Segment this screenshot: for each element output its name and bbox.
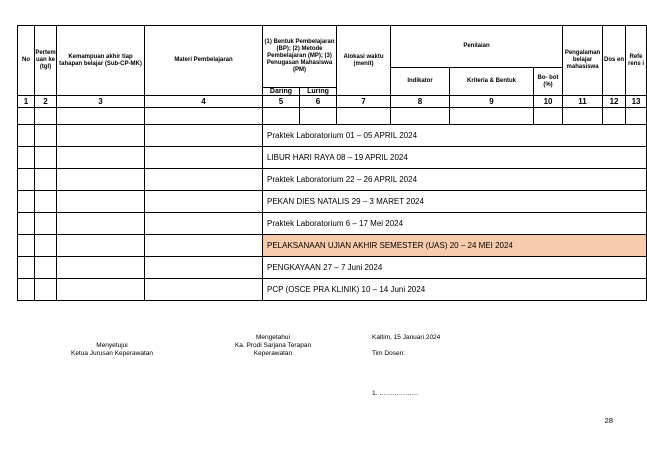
signature-lecturers <box>372 334 440 398</box>
column-number: 3 <box>57 96 145 108</box>
column-number: 7 <box>337 96 391 108</box>
header-kemampuan: Kemampuan akhir tiap tahapan belajar (Sub-CP-MK) <box>57 26 145 96</box>
header-luring: Luring <box>300 88 337 96</box>
week-row <box>18 169 647 191</box>
column-number: 12 <box>603 96 626 108</box>
acknowledge-dept: Keperawatan <box>253 350 293 357</box>
week-row <box>18 191 647 213</box>
tim-dosen-label: Tim Dosen: <box>372 350 405 357</box>
header-referensi: Refe rens i <box>626 26 647 96</box>
column-number: 9 <box>450 96 534 108</box>
week-label: Praktek Laboratorium 01 – 05 APRIL 2024 <box>263 125 647 147</box>
header-pengalaman: Pengalaman belajar mahasiswa <box>563 26 603 96</box>
acknowledge-label: Mengetahui <box>256 334 290 341</box>
week-row <box>18 257 647 279</box>
column-number: 8 <box>391 96 450 108</box>
week-label: Praktek Laboratorium 22 – 26 APRIL 2024 <box>263 169 647 191</box>
rps-table <box>17 25 647 301</box>
column-number: 6 <box>300 96 337 108</box>
approval-label: Menyetujui <box>96 342 128 349</box>
header-alokasi: Alokasi waktu (menit) <box>337 26 391 96</box>
header-daring: Daring <box>263 88 300 96</box>
week-label: Praktek Laboratorium 6 – 17 Mei 2024 <box>263 213 647 235</box>
week-row <box>18 125 647 147</box>
column-number: 2 <box>35 96 57 108</box>
place-date: Kaltim, 15 Januari 2024 <box>372 334 441 341</box>
header-indikator: Indikator <box>391 68 450 96</box>
header-bentuk-metode: (1) Bentuk Pembelajaran (BP); (2) Metode Pembelajaran (MP); (3) Penugasan Mahasiswa (PM) <box>263 26 337 88</box>
column-number: 10 <box>534 96 563 108</box>
week-label: PCP (OSCE PRA KLINIK) 10 – 14 Juni 2024 <box>263 279 647 301</box>
signature-approval <box>62 342 162 358</box>
week-label: LIBUR HARI RAYA 08 – 19 APRIL 2024 <box>263 147 647 169</box>
column-number-row <box>18 96 647 108</box>
week-row <box>18 147 647 169</box>
column-number: 1 <box>18 96 35 108</box>
header-materi: Materi Pembelajaran <box>145 26 263 96</box>
header-no: No <box>18 26 35 96</box>
column-number: 4 <box>145 96 263 108</box>
week-label: PENGKAYAAN 27 – 7 Juni 2024 <box>263 257 647 279</box>
week-row <box>18 213 647 235</box>
column-number: 5 <box>263 96 300 108</box>
header-penilaian: Penilaian <box>391 26 563 68</box>
signature-acknowledge <box>228 334 318 358</box>
header-pertemuan: Pertem uan ke (tgl) <box>35 26 57 96</box>
acknowledge-title: Ka. Prodi Sarjana Terapan <box>234 342 312 349</box>
week-row <box>18 279 647 301</box>
blank-row <box>18 108 647 125</box>
lecturer-item: 1. ……………… <box>372 390 419 397</box>
week-row-uas <box>18 235 647 257</box>
column-number: 11 <box>563 96 603 108</box>
page-number: 28 <box>604 416 613 425</box>
header-kriteria: Kriteria & Bentuk <box>450 68 534 96</box>
week-label-uas: PELAKSANAAN UJIAN AKHIR SEMESTER (UAS) 20 – 24 MEI 2024 <box>263 235 647 257</box>
column-number: 13 <box>626 96 647 108</box>
approval-title: Ketua Jurusan Keperawatan <box>70 350 154 357</box>
header-bobot: Bo- bot (%) <box>534 68 563 96</box>
header-dosen: Dos en <box>603 26 626 96</box>
week-label: PEKAN DIES NATALIS 29 – 3 MARET 2024 <box>263 191 647 213</box>
